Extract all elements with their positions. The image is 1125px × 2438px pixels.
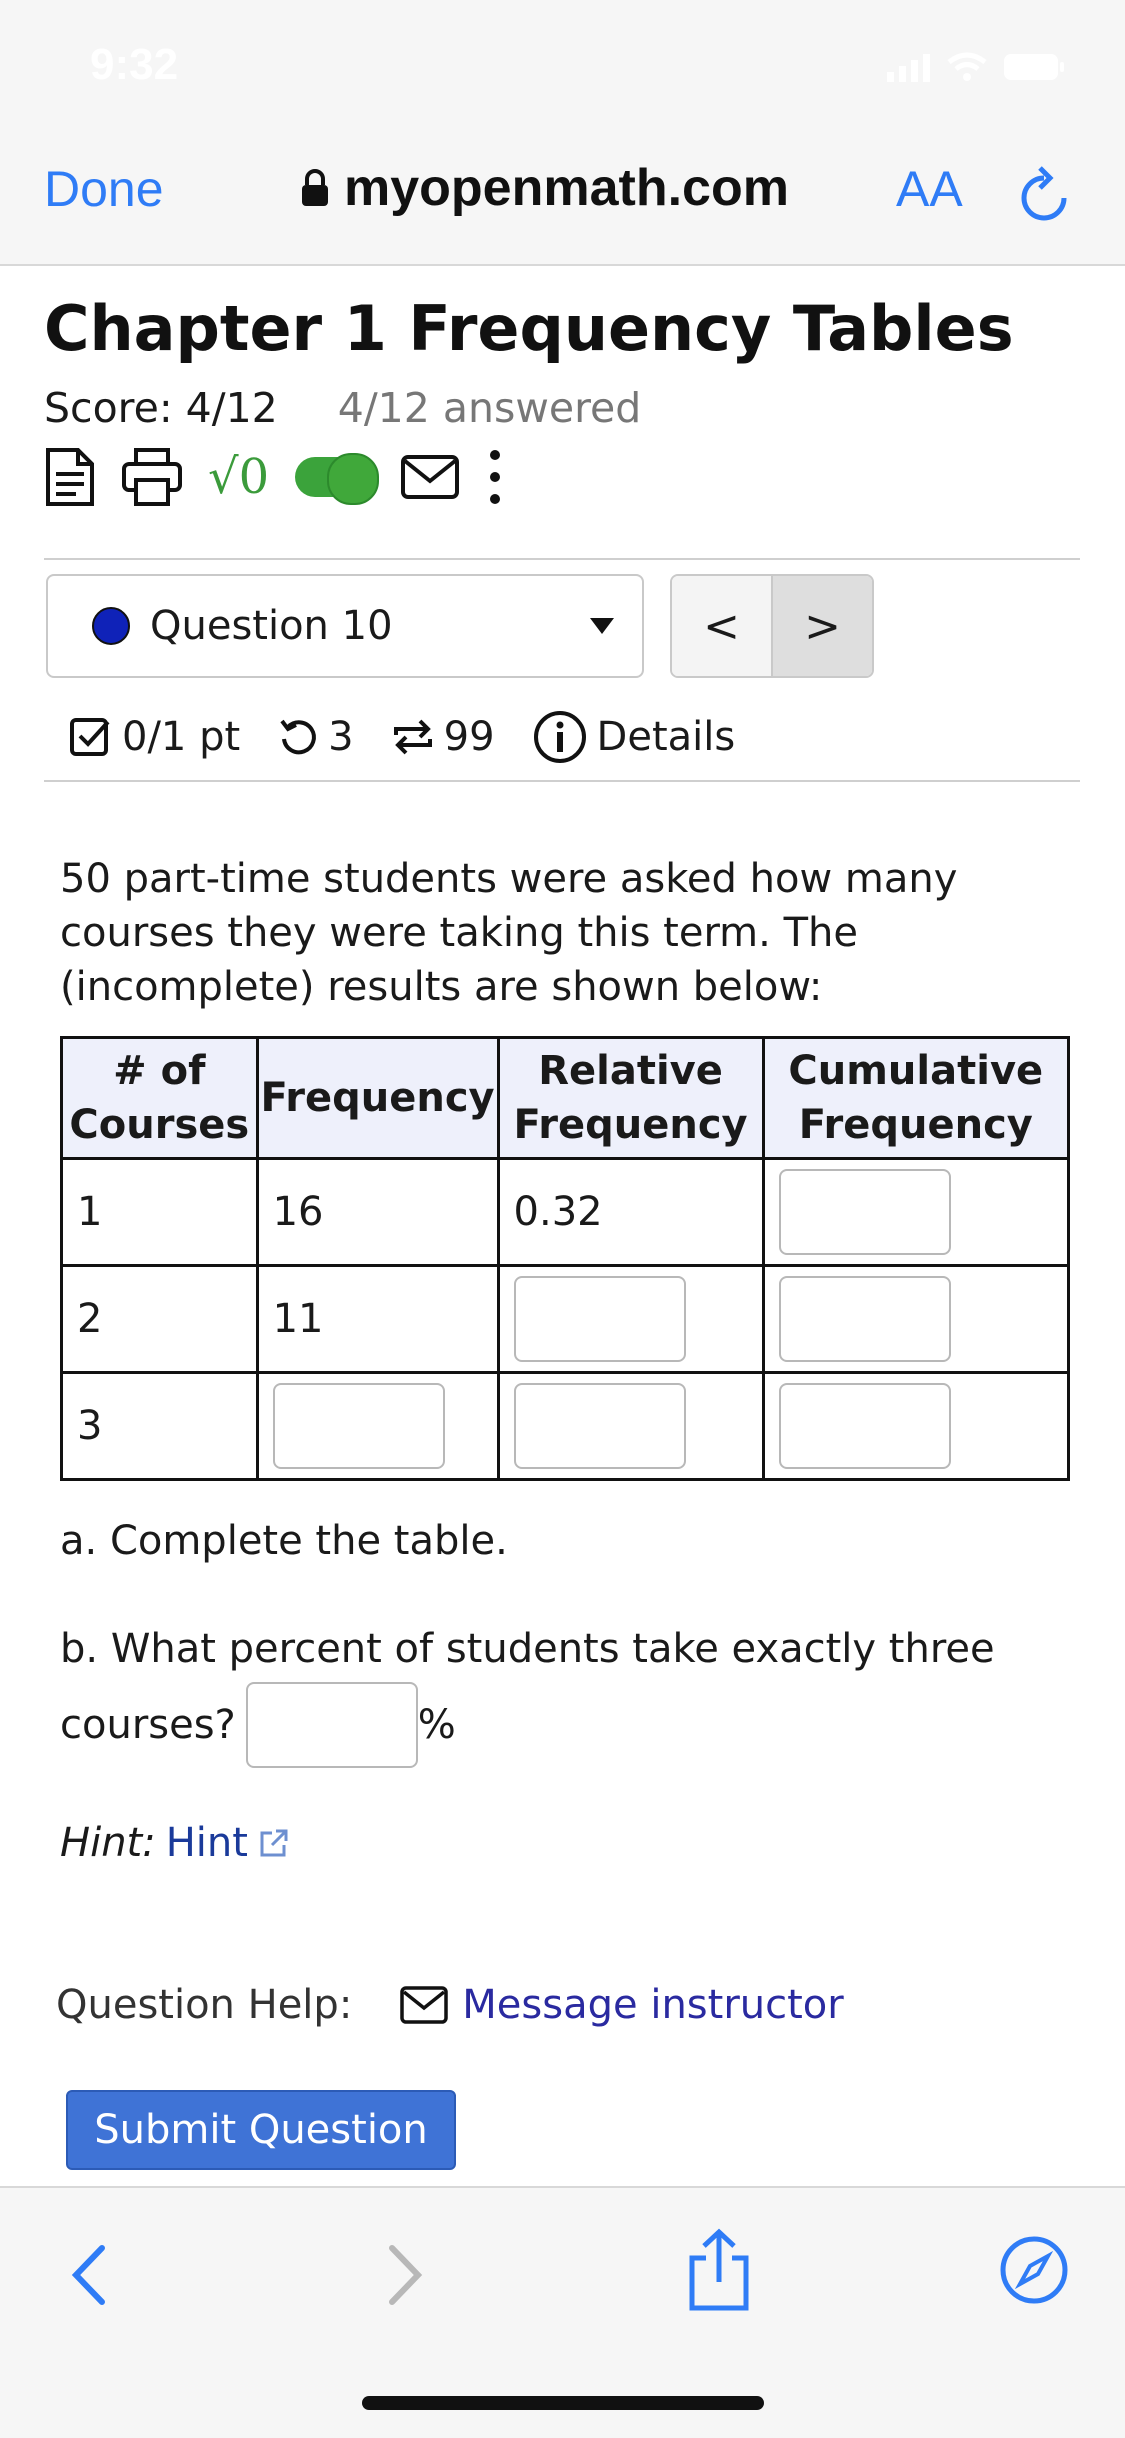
more-vertical-icon[interactable]: [485, 447, 505, 507]
header-cumulative-frequency: Cumulative Frequency: [763, 1038, 1068, 1159]
cell-cumulative: [763, 1373, 1068, 1480]
attempts-count: 99: [443, 714, 495, 760]
cell-courses: 3: [62, 1373, 258, 1480]
table-header-row: [62, 1038, 1069, 1159]
math-entry-toggle[interactable]: [295, 457, 375, 497]
attempts-icon: [392, 717, 434, 757]
cell-cumulative: [763, 1159, 1068, 1266]
status-icons: [887, 52, 1065, 82]
submit-question-button[interactable]: Submit Question: [66, 2090, 456, 2170]
points-text: 0/1 pt: [122, 714, 241, 760]
cell-frequency: [257, 1373, 498, 1480]
part-b-answer-line: [60, 1682, 456, 1768]
cell-relative: 0.32: [498, 1159, 763, 1266]
cell-courses: 1: [62, 1159, 258, 1266]
cell-relative: [498, 1373, 763, 1480]
cumulative-input-2[interactable]: [779, 1276, 951, 1362]
info-icon[interactable]: [533, 710, 587, 764]
mail-icon[interactable]: [401, 455, 459, 499]
mail-icon: [400, 1986, 448, 2024]
question-nav-buttons: [670, 574, 874, 678]
divider: [44, 558, 1080, 560]
math-entry-label: √0: [208, 449, 270, 505]
header-frequency: Frequency: [257, 1038, 498, 1159]
relative-input-3[interactable]: [514, 1383, 686, 1469]
cumulative-input-3[interactable]: [779, 1383, 951, 1469]
status-bar: [0, 0, 1125, 130]
question-help: [56, 1982, 844, 2028]
hint-label: Hint:: [60, 1820, 156, 1866]
hint-line: [60, 1820, 290, 1866]
message-instructor-link[interactable]: Message instructor: [462, 1982, 844, 2028]
cell-frequency: 16: [257, 1159, 498, 1266]
home-indicator: [362, 2396, 764, 2410]
question-meta: [70, 710, 735, 764]
header-relative-frequency: Relative Frequency: [498, 1038, 763, 1159]
text-size-button[interactable]: AA: [896, 161, 963, 217]
cell-frequency: 11: [257, 1266, 498, 1373]
external-link-icon: [258, 1827, 290, 1859]
assessment-toolbar: [44, 446, 505, 508]
details-link[interactable]: Details: [596, 714, 736, 760]
cumulative-input-1[interactable]: [779, 1169, 951, 1255]
prev-question-button[interactable]: <: [672, 576, 773, 676]
question-select[interactable]: [46, 574, 644, 678]
part-a-text: a. Complete the table.: [60, 1518, 508, 1564]
cell-cumulative: [763, 1266, 1068, 1373]
done-button[interactable]: Done: [44, 161, 164, 217]
percent-input[interactable]: [246, 1682, 418, 1768]
table-row: [62, 1373, 1069, 1480]
table-row: [62, 1266, 1069, 1373]
reload-icon[interactable]: [1016, 166, 1072, 226]
signal-icon: [887, 52, 931, 82]
question-help-label: Question Help:: [56, 1982, 353, 2028]
answered-text: 4/12 answered: [337, 384, 642, 432]
address-field[interactable]: [300, 158, 789, 218]
frequency-table: [60, 1036, 1070, 1481]
frequency-input-3[interactable]: [273, 1383, 445, 1469]
compass-icon[interactable]: [998, 2234, 1070, 2306]
relative-input-2[interactable]: [514, 1276, 686, 1362]
lock-icon: [300, 168, 330, 208]
page-title: Chapter 1 Frequency Tables: [44, 292, 1014, 365]
retry-icon: [278, 717, 318, 757]
battery-icon: [1003, 52, 1065, 82]
part-b-text: b. What percent of students take exactly three: [60, 1626, 995, 1672]
status-time: 9:32: [90, 40, 179, 89]
part-b-continued: courses?: [60, 1702, 236, 1748]
table-row: [62, 1159, 1069, 1266]
print-icon[interactable]: [122, 448, 182, 506]
question-select-label: Question 10: [150, 603, 393, 649]
share-icon[interactable]: [684, 2228, 754, 2312]
forward-icon[interactable]: [380, 2240, 428, 2310]
chevron-down-icon: [590, 618, 614, 634]
question-text: 50 part-time students were asked how many courses they were taking this term. The (incomplete) results are shown below:: [60, 856, 958, 1010]
divider: [44, 780, 1080, 782]
header-courses: # of Courses: [62, 1038, 258, 1159]
retries-count: 3: [328, 714, 354, 760]
cell-relative: [498, 1266, 763, 1373]
wifi-icon: [947, 52, 987, 82]
status-dot: [92, 607, 130, 645]
score-line: [44, 384, 641, 432]
percent-sign: %: [417, 1702, 456, 1748]
hint-link[interactable]: Hint: [165, 1820, 248, 1866]
checkbox-icon: [70, 716, 112, 758]
toggle-knob: [327, 453, 379, 505]
cell-courses: 2: [62, 1266, 258, 1373]
url-text: myopenmath.com: [344, 159, 789, 217]
back-icon[interactable]: [66, 2240, 114, 2310]
browser-url-bar: [0, 130, 1125, 266]
document-icon[interactable]: [44, 446, 96, 508]
next-question-button[interactable]: >: [773, 576, 872, 676]
score-text: Score: 4/12: [44, 384, 278, 432]
